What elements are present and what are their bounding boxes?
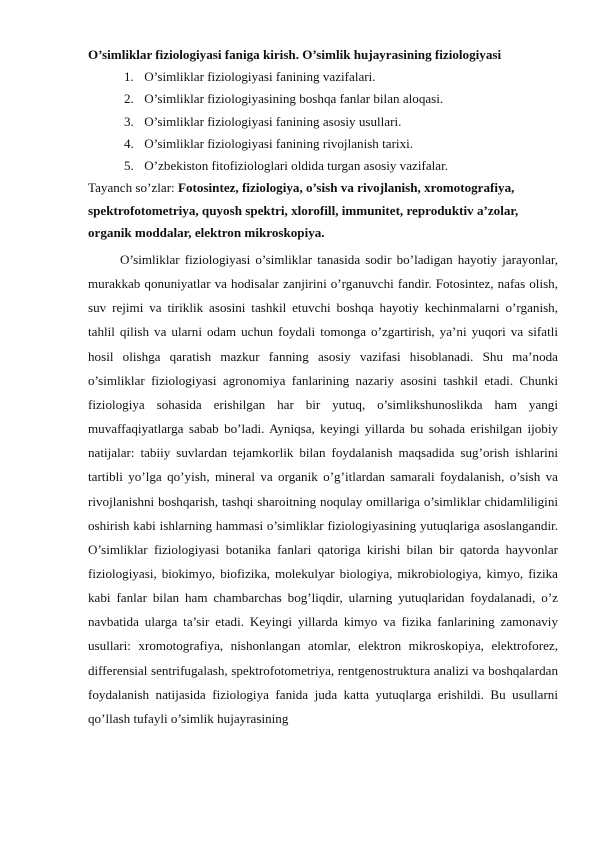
plan-list [88, 66, 558, 177]
document-page [88, 44, 558, 731]
plan-item [88, 133, 558, 155]
plan-item-text: O’simliklar fiziologiyasining boshqa fanlar bilan aloqasi. [144, 91, 444, 107]
plan-item-number: 1. [124, 69, 134, 84]
plan-item-number: 5. [124, 158, 134, 174]
plan-item-number: 3. [124, 113, 134, 129]
keywords-paragraph [88, 177, 558, 245]
plan-item-number: 2. [124, 91, 134, 107]
plan-item-number: 4. [124, 135, 134, 151]
document-title: O’simliklar fiziologiyasi faniga kirish. O’simlik hujayrasining fiziologiyasi [88, 47, 502, 62]
plan-item-text: O’zbekiston fitofiziologlari oldida turgan asosiy vazifalar. [144, 158, 449, 174]
plan-item [88, 88, 558, 110]
plan-item-text: O’simliklar fiziologiyasi fanining asosiy usullari. [144, 113, 402, 129]
keywords-text: Fotosintez, fiziologiya, o’sish va rivojlanish, xromotografiya, spektrofotometriya, quyosh spektri, xlorofill, immunitet, reproduktiv a’zolar, organik moddalar, elektron mikroskopiya. [88, 180, 519, 241]
keywords-label: Tayanch so’zlar: [88, 180, 175, 196]
plan-item [88, 111, 558, 133]
plan-item [88, 66, 558, 88]
plan-item-text: O’simliklar fiziologiyasi fanining rivojlanish tarixi. [144, 135, 414, 151]
body-paragraph: O’simliklar fiziologiyasi o’simliklar tanasida sodir bo’ladigan hayotiy jarayonlar, murakkab qonuniyatlar va hodisalar zanjirini o’rganuvchi fandir. Fotosintez, nafas olish, suv rejimi va tiriklik asosini tashkil etuvchi boshqa hayotiy kechinmalarni o’rganish, tahlil qilish va ularni odam uchun foydali tomonga o’zgartirish, ya’ni yuqori va sifatli hosil olishga qaratish mazkur fanning asosiy vazifasi hisoblanadi. Shu ma’noda o’simliklar fiziologiyasi agronomiya fanlarining nazariy asosini tashkil etadi. Chunki fiziologiya sohasida erishilgan har bir yutuq, o’simlikshunoslikda ham yangi muvaffaqiyatlarga sabab bo’ladi. Ayniqsa, keyingi yillarda bu sohada erishilgan ijobiy natijalar: tabiiy suvlardan tejamkorlik bilan foydalanish maqsadida sug’orish ishlarini tartibli yo’lga qo’yish, mineral va organik o’g’itlardan samarali foydalanish, o’sish va rivojlanishni boshqarish, tashqi sharoitning noqulay omillariga o’simliklar chidamliligini oshirish kabi ishlarning hammasi o’simliklar fiziologiyasining yutuqlariga asoslangandir. O’simliklar fiziologiyasi botanika fanlari qatoriga kirishi bilan bir qatorda hayvonlar fiziologiyasi, biokimyo, biofizika, molekulyar biologiya, mikrobiologiya, kimyo, fizika kabi fanlar bilan ham chambarchas bog’liqdir, ularning yutuqlaridan foydalanadi, o’z navbatida ularga ta’sir etadi. Keyingi yillarda kimyo va fizika fanlarining zamonaviy usullari: xromotografiya, nishonlangan atomlar, elektron mikroskopiya, elektroforez, differensial sentrifugalash, spektrofotometriya, rentgenostruktura analizi va boshqalardan foydalanish natijasida fiziologiya fanida juda katta yutuqlarga erishildi. Bu usullarni qo’llash tufayli o’simlik hujayrasining [88, 251, 558, 726]
plan-item [88, 155, 558, 177]
plan-item-text: O’simliklar fiziologiyasi fanining vazifalari. [144, 69, 376, 84]
